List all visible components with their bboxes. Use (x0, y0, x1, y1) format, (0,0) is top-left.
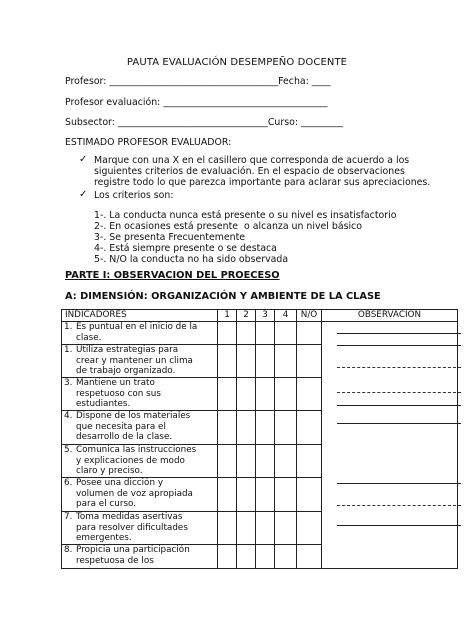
score-cell[interactable] (256, 478, 275, 512)
observation-line (337, 345, 461, 346)
subsector-curso-field: Subsector: ________________________________Curso: _________ (65, 117, 344, 128)
score-cell[interactable] (275, 378, 297, 411)
observation-line (337, 392, 461, 393)
score-cell[interactable] (256, 345, 275, 378)
score-cell[interactable] (297, 512, 322, 545)
header-observacion: OBSERVACION (322, 310, 458, 322)
indicator-cell (62, 512, 218, 545)
score-cell[interactable] (218, 322, 237, 345)
section-title: A: DIMENSIÓN: ORGANIZACIÓN Y AMBIENTE DE LA CLASE (65, 291, 381, 302)
indicator-text: crear y mantener un clima (76, 355, 193, 366)
profesor-fecha-field: Profesor: ____________________________________Fecha: ____ (65, 76, 331, 87)
observation-line (337, 423, 461, 424)
indicator-text: Mantiene un trato (76, 378, 155, 388)
score-cell[interactable] (256, 512, 275, 545)
observation-line (337, 483, 461, 484)
score-cell[interactable] (237, 445, 256, 478)
score-cell[interactable] (297, 378, 322, 411)
score-cell[interactable] (237, 411, 256, 445)
checkmark-icon: ✓ (79, 154, 88, 165)
score-cell[interactable] (218, 411, 237, 445)
header-no: N/O (297, 310, 322, 322)
score-cell[interactable] (237, 322, 256, 345)
instruction-line-1: Marque con una X en el casillero que corresponda de acuerdo a los (94, 155, 410, 166)
evaluation-table (61, 309, 458, 569)
observation-line (337, 505, 461, 506)
score-cell[interactable] (275, 512, 297, 545)
indicator-text: y explicaciones de modo (76, 455, 185, 466)
indicator-cell (62, 345, 218, 378)
indicator-number: 1. (64, 345, 73, 355)
indicator-number: 6. (64, 478, 73, 488)
indicator-number: 3. (64, 378, 73, 388)
observation-cell[interactable] (322, 322, 458, 569)
score-cell[interactable] (256, 411, 275, 445)
indicator-number: 5. (64, 445, 73, 455)
indicator-text: que necesita para el (76, 421, 166, 432)
header-score-3: 3 (256, 310, 275, 322)
score-cell[interactable] (297, 445, 322, 478)
greeting-heading: ESTIMADO PROFESOR EVALUADOR: (65, 137, 232, 148)
score-cell[interactable] (218, 512, 237, 545)
observation-line (337, 367, 461, 368)
indicator-text: Toma medidas asertivas (76, 512, 183, 522)
indicator-text: para el curso. (76, 499, 137, 510)
checkmark-icon: ✓ (79, 189, 88, 200)
indicator-cell (62, 322, 218, 345)
indicator-cell (62, 545, 218, 569)
score-cell[interactable] (218, 378, 237, 411)
indicator-number: 4. (64, 411, 73, 421)
indicator-text: Comunica las instrucciones (76, 445, 197, 455)
instruction-line-2: siguientes criterios de evaluación. En el espacio de observaciones (94, 166, 405, 177)
score-cell[interactable] (256, 545, 275, 569)
indicator-text: Dispone de los materiales (76, 411, 191, 421)
criterion-1: 1-. La conducta nunca está presente o su nivel es insatisfactorio (94, 210, 397, 221)
score-cell[interactable] (218, 545, 237, 569)
indicator-text: Utiliza estrategias para (76, 345, 179, 355)
indicator-number: 1. (64, 322, 73, 332)
indicator-number: 8. (64, 545, 73, 555)
criterion-4: 4-. Está siempre presente o se destaca (94, 243, 277, 254)
score-cell[interactable] (275, 478, 297, 512)
score-cell[interactable] (237, 378, 256, 411)
profesor-evaluacion-field: Profesor evaluación: ___________________________________ (65, 97, 328, 108)
observation-line (337, 405, 461, 406)
part-title: PARTE I: OBSERVACION DEL PROECESO (65, 270, 280, 281)
indicator-text: respetuosa de los (76, 555, 154, 566)
score-cell[interactable] (237, 512, 256, 545)
score-cell[interactable] (275, 345, 297, 378)
score-cell[interactable] (297, 322, 322, 345)
score-cell[interactable] (297, 478, 322, 512)
score-cell[interactable] (256, 378, 275, 411)
indicator-text: claro y preciso. (76, 466, 143, 477)
criterion-3: 3-. Se presenta Frecuentemente (94, 232, 246, 243)
score-cell[interactable] (256, 445, 275, 478)
indicator-text: para resolver dificultades (76, 522, 188, 533)
indicator-text: clase. (76, 332, 102, 343)
indicator-text: Propicia una participación (76, 545, 190, 555)
indicator-text: desarrollo de la clase. (76, 432, 173, 443)
instruction-line-3: registre todo lo que parezca importante para aclarar sus apreciaciones. (94, 177, 431, 188)
indicator-cell (62, 378, 218, 411)
table-header-row (62, 310, 458, 322)
score-cell[interactable] (297, 345, 322, 378)
observation-line (337, 525, 461, 526)
indicator-text: Posee una dicción y (76, 478, 164, 488)
indicator-text: de trabajo organizado. (76, 366, 176, 377)
header-score-2: 2 (237, 310, 256, 322)
indicator-text: Es puntual en el inicio de la (76, 322, 198, 332)
indicator-cell (62, 411, 218, 445)
score-cell[interactable] (297, 411, 322, 445)
score-cell[interactable] (237, 545, 256, 569)
header-score-1: 1 (218, 310, 237, 322)
score-cell[interactable] (297, 545, 322, 569)
score-cell[interactable] (275, 411, 297, 445)
header-indicadores: INDICADORES (62, 310, 218, 322)
score-cell[interactable] (256, 322, 275, 345)
document-title: PAUTA EVALUACIÓN DESEMPEÑO DOCENTE (126, 57, 348, 68)
score-cell[interactable] (237, 345, 256, 378)
score-cell[interactable] (218, 445, 237, 478)
indicator-text: emergentes. (76, 533, 132, 544)
indicator-cell (62, 478, 218, 512)
indicator-text: respetuoso con sus (76, 388, 161, 399)
score-cell[interactable] (275, 445, 297, 478)
score-cell[interactable] (275, 322, 297, 345)
observation-line (337, 333, 461, 334)
criterion-5: 5-. N/O la conducta no ha sido observada (94, 254, 289, 265)
score-cell[interactable] (218, 478, 237, 512)
indicator-text: estudiantes. (76, 399, 131, 410)
header-score-4: 4 (275, 310, 297, 322)
indicator-cell (62, 445, 218, 478)
score-cell[interactable] (218, 345, 237, 378)
indicator-number: 7. (64, 512, 73, 522)
score-cell[interactable] (237, 478, 256, 512)
indicator-text: volumen de voz apropiada (76, 488, 193, 499)
criterion-2: 2-. En ocasiones está presente o alcanza un nivel básico (94, 221, 362, 232)
score-cell[interactable] (275, 545, 297, 569)
criteria-intro: Los criterios son: (94, 190, 174, 201)
